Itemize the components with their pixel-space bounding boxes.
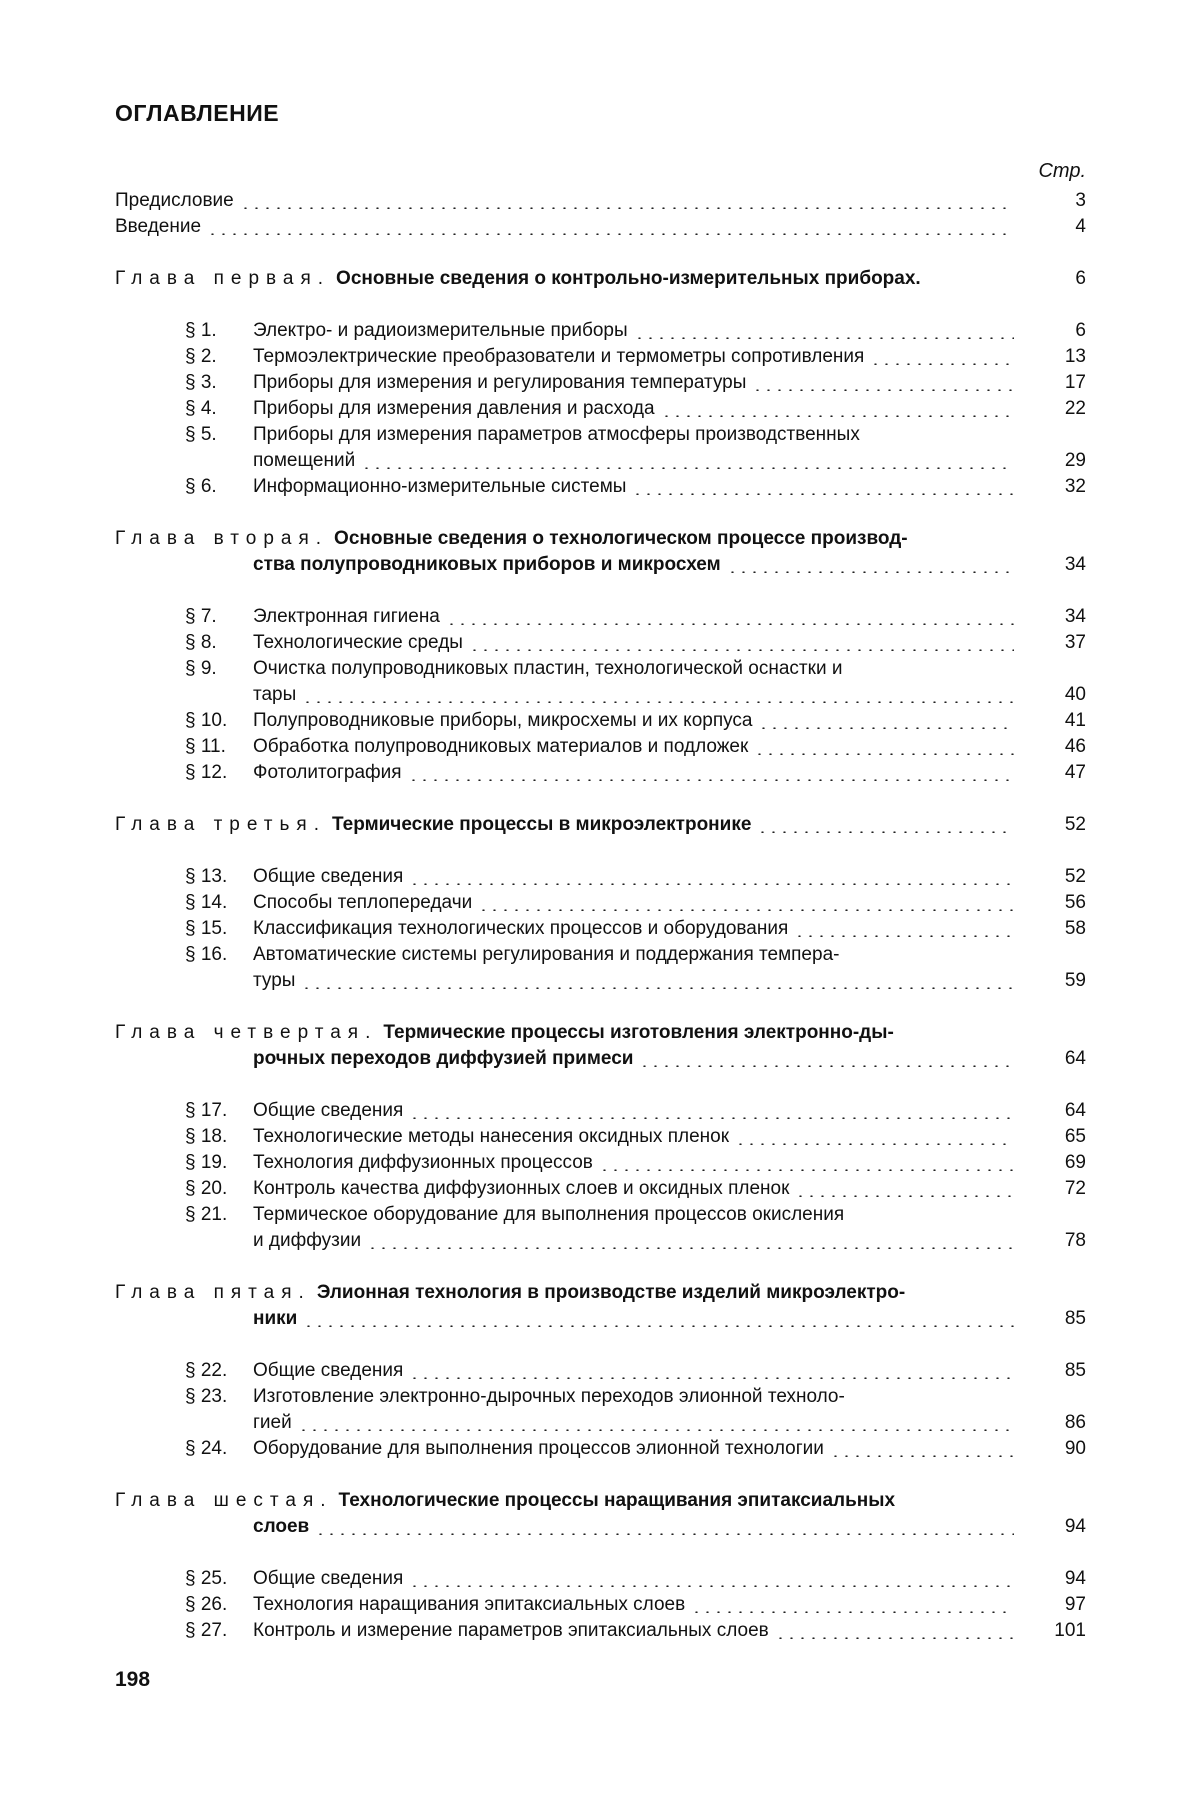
- section-number: § 2.: [185, 346, 217, 367]
- section-entry: [185, 604, 1086, 630]
- page-column-header: Стр.: [1038, 160, 1086, 182]
- chapter-heading: [253, 1046, 1086, 1072]
- chapter-heading: [115, 1488, 1086, 1514]
- section-title: Информационно-измерительные системы: [253, 476, 627, 497]
- section-title: Технология диффузионных процессов: [253, 1152, 593, 1173]
- dot-leader: [367, 1247, 1014, 1249]
- section-number: § 21.: [185, 1204, 228, 1225]
- section-number: § 22.: [185, 1360, 228, 1381]
- chapter-heading: [253, 552, 1086, 578]
- section-entry: [185, 1618, 1086, 1644]
- entry-page: 3: [1075, 190, 1086, 211]
- entry-page: 86: [1064, 1412, 1086, 1433]
- entry-page: 94: [1064, 1568, 1086, 1589]
- dot-leader: [758, 727, 1014, 729]
- chapter-title: Термические процессы изготовления электронно-ды-: [383, 1022, 894, 1043]
- section-number: § 24.: [185, 1438, 228, 1459]
- section-title: Обработка полупроводниковых материалов и подложек: [253, 736, 749, 757]
- dot-leader: [303, 1325, 1014, 1327]
- section-entry: [185, 1098, 1086, 1124]
- section-entry: [185, 916, 1086, 942]
- chapter-heading: [253, 1306, 1086, 1332]
- section-entry: [185, 422, 1086, 448]
- section-entry: [185, 760, 1086, 786]
- page-number: 198: [115, 1668, 151, 1691]
- section-number: § 25.: [185, 1568, 228, 1589]
- section-entry: [185, 734, 1086, 760]
- entry-page: 59: [1064, 970, 1086, 991]
- section-entry: [185, 1202, 1086, 1228]
- entry-page: 78: [1064, 1230, 1086, 1251]
- dot-leader: [691, 1611, 1014, 1613]
- section-entry: [185, 344, 1086, 370]
- section-title: Способы теплопередачи: [253, 892, 473, 913]
- section-number: § 8.: [185, 632, 217, 653]
- entry-page: 34: [1064, 554, 1086, 575]
- entry-page: 94: [1064, 1516, 1086, 1537]
- entry-page: 52: [1064, 866, 1086, 887]
- section-title: Полупроводниковые приборы, микросхемы и их корпуса: [253, 710, 753, 731]
- section-title: Приборы для измерения давления и расхода: [253, 398, 655, 419]
- section-entry: [185, 1384, 1086, 1410]
- section-entry: [185, 890, 1086, 916]
- section-number: § 7.: [185, 606, 217, 627]
- dot-leader: [639, 1065, 1014, 1067]
- section-number: § 27.: [185, 1620, 228, 1641]
- section-entry: [185, 370, 1086, 396]
- chapter-title: Элионная технология в производстве изделий микроэлектро-: [316, 1282, 906, 1303]
- section-title: Приборы для измерения и регулирования температуры: [253, 372, 747, 393]
- dot-leader: [735, 1143, 1014, 1145]
- dot-leader: [409, 1377, 1014, 1379]
- chapter-heading: [115, 526, 1086, 552]
- section-number: § 3.: [185, 372, 217, 393]
- chapter-label: Глава третья.: [115, 814, 326, 835]
- chapter-title: Технологические процессы наращивания эпитаксиальных: [338, 1490, 896, 1511]
- section-number: § 6.: [185, 476, 217, 497]
- entry-page: 85: [1064, 1360, 1086, 1381]
- entry-page: 4: [1075, 216, 1086, 237]
- section-entry: [185, 1358, 1086, 1384]
- entry-page: 29: [1064, 450, 1086, 471]
- chapter-heading: [115, 1280, 1086, 1306]
- section-number: § 10.: [185, 710, 228, 731]
- section-entry: [185, 942, 1086, 968]
- section-number: § 15.: [185, 918, 228, 939]
- dot-leader: [302, 701, 1014, 703]
- section-title: помещений: [253, 450, 356, 471]
- section-title: гией: [253, 1412, 292, 1433]
- chapter-heading: [115, 266, 1086, 292]
- dot-leader: [794, 935, 1014, 937]
- section-number: § 20.: [185, 1178, 228, 1199]
- toc-entry: [115, 188, 1086, 214]
- section-entry: [185, 864, 1086, 890]
- dot-leader: [408, 779, 1014, 781]
- entry-page: 37: [1064, 632, 1086, 653]
- section-number: § 11.: [185, 736, 226, 757]
- section-title: Очистка полупроводниковых пластин, технологической оснастки и: [253, 658, 843, 679]
- dot-leader: [599, 1169, 1014, 1171]
- entry-page: 64: [1064, 1048, 1086, 1069]
- section-title: Фотолитография: [253, 762, 402, 783]
- dot-leader: [775, 1637, 1014, 1639]
- section-title: Электро- и радиоизмерительные приборы: [253, 320, 628, 341]
- dot-leader: [478, 909, 1014, 911]
- dot-leader: [634, 337, 1014, 339]
- entry-page: 46: [1064, 736, 1086, 757]
- section-number: § 17.: [185, 1100, 228, 1121]
- entry-page: 32: [1064, 476, 1086, 497]
- section-entry: [185, 656, 1086, 682]
- section-title: Общие сведения: [253, 1360, 404, 1381]
- entry-page: 13: [1064, 346, 1086, 367]
- entry-page: 72: [1064, 1178, 1086, 1199]
- chapter-label: Глава пятая.: [115, 1282, 311, 1303]
- section-title: Изготовление электронно-дырочных переходов элионной техноло-: [253, 1386, 845, 1407]
- entry-page: 58: [1064, 918, 1086, 939]
- dot-leader: [409, 1585, 1014, 1587]
- section-entry: [253, 682, 1086, 708]
- section-entry: [185, 1436, 1086, 1462]
- section-title: Электронная гигиена: [253, 606, 440, 627]
- chapter-title: Термические процессы в микроэлектронике: [331, 814, 752, 835]
- section-entry: [185, 474, 1086, 500]
- section-entry: [253, 968, 1086, 994]
- section-entry: [185, 318, 1086, 344]
- dot-leader: [870, 363, 1014, 365]
- section-entry: [185, 1176, 1086, 1202]
- section-title: Автоматические системы регулирования и поддержания темпера-: [253, 944, 840, 965]
- dot-leader: [409, 1117, 1014, 1119]
- chapter-heading: [115, 1020, 1086, 1046]
- section-title: Технологические среды: [253, 632, 463, 653]
- entry-title: Введение: [115, 216, 202, 237]
- dot-leader: [727, 571, 1014, 573]
- chapter-label: Глава вторая.: [115, 528, 329, 549]
- toc-entry: [115, 214, 1086, 240]
- entry-page: 6: [1075, 268, 1086, 289]
- chapter-title: Основные сведения о контрольно-измерительных приборах.: [336, 268, 921, 289]
- entry-page: 101: [1054, 1620, 1086, 1641]
- section-title: Технология наращивания эпитаксиальных слоев: [253, 1594, 686, 1615]
- section-entry: [253, 1410, 1086, 1436]
- chapter-title: слоев: [253, 1516, 310, 1537]
- section-title: туры: [253, 970, 296, 991]
- entry-page: 47: [1064, 762, 1086, 783]
- section-title: Термическое оборудование для выполнения процессов окисления: [253, 1204, 845, 1225]
- dot-leader: [240, 207, 1014, 209]
- section-entry: [185, 1150, 1086, 1176]
- section-entry: [253, 448, 1086, 474]
- entry-page: 6: [1075, 320, 1086, 341]
- section-number: § 5.: [185, 424, 217, 445]
- chapter-title: Основные сведения о технологическом процессе производ-: [334, 528, 908, 549]
- section-title: Оборудование для выполнения процессов элионной технологии: [253, 1438, 824, 1459]
- page-title: ОГЛАВЛЕНИЕ: [115, 100, 280, 126]
- section-entry: [185, 396, 1086, 422]
- section-title: Классификация технологических процессов и оборудования: [253, 918, 789, 939]
- section-number: § 26.: [185, 1594, 228, 1615]
- section-number: § 12.: [185, 762, 228, 783]
- dot-leader: [298, 1429, 1014, 1431]
- section-entry: [185, 1592, 1086, 1618]
- chapter-label: Глава первая.: [115, 268, 331, 289]
- chapter-label: Глава четвертая.: [115, 1022, 378, 1043]
- entry-page: 97: [1064, 1594, 1086, 1615]
- entry-page: 17: [1064, 372, 1086, 393]
- entry-page: 41: [1064, 710, 1086, 731]
- dot-leader: [301, 987, 1014, 989]
- chapter-title: рочных переходов диффузией примеси: [253, 1048, 634, 1069]
- section-number: § 4.: [185, 398, 217, 419]
- section-number: § 23.: [185, 1386, 228, 1407]
- section-number: § 14.: [185, 892, 228, 913]
- section-title: Общие сведения: [253, 866, 404, 887]
- section-number: § 9.: [185, 658, 217, 679]
- entry-page: 52: [1064, 814, 1086, 835]
- section-number: § 16.: [185, 944, 228, 965]
- dot-leader: [661, 415, 1014, 417]
- section-entry: [185, 1566, 1086, 1592]
- section-number: § 13.: [185, 866, 228, 887]
- section-title: Технологические методы нанесения оксидных пленок: [253, 1126, 730, 1147]
- section-title: Термоэлектрические преобразователи и термометры сопротивления: [253, 346, 865, 367]
- section-entry: [253, 1228, 1086, 1254]
- dot-leader: [754, 753, 1014, 755]
- section-number: § 18.: [185, 1126, 228, 1147]
- section-title: Общие сведения: [253, 1100, 404, 1121]
- dot-leader: [632, 493, 1014, 495]
- dot-leader: [752, 389, 1014, 391]
- dot-leader: [361, 467, 1014, 469]
- chapter-title: ники: [253, 1308, 298, 1329]
- section-title: Контроль и измерение параметров эпитаксиальных слоев: [253, 1620, 769, 1641]
- entry-page: 85: [1064, 1308, 1086, 1329]
- chapter-heading: [115, 812, 1086, 838]
- entry-title: Предисловие: [115, 190, 234, 211]
- dot-leader: [207, 233, 1014, 235]
- dot-leader: [446, 623, 1014, 625]
- dot-leader: [830, 1455, 1014, 1457]
- dot-leader: [315, 1533, 1014, 1535]
- entry-page: 22: [1064, 398, 1086, 419]
- dot-leader: [757, 831, 1014, 833]
- entry-page: 65: [1064, 1126, 1086, 1147]
- dot-leader: [469, 649, 1014, 651]
- section-title: и диффузии: [253, 1230, 362, 1251]
- section-title: тары: [253, 684, 297, 705]
- section-number: § 19.: [185, 1152, 228, 1173]
- dot-leader: [409, 883, 1014, 885]
- chapter-title: ства полупроводниковых приборов и микросхем: [253, 554, 721, 575]
- section-title: Контроль качества диффузионных слоев и оксидных пленок: [253, 1178, 790, 1199]
- chapter-label: Глава шестая.: [115, 1490, 333, 1511]
- section-title: Приборы для измерения параметров атмосферы производственных: [253, 424, 860, 445]
- chapter-heading: [253, 1514, 1086, 1540]
- section-entry: [185, 708, 1086, 734]
- entry-page: 64: [1064, 1100, 1086, 1121]
- section-entry: [185, 1124, 1086, 1150]
- section-entry: [185, 630, 1086, 656]
- entry-page: 90: [1064, 1438, 1086, 1459]
- entry-page: 40: [1064, 684, 1086, 705]
- entry-page: 69: [1064, 1152, 1086, 1173]
- entry-page: 34: [1064, 606, 1086, 627]
- section-number: § 1.: [185, 320, 217, 341]
- dot-leader: [795, 1195, 1014, 1197]
- section-title: Общие сведения: [253, 1568, 404, 1589]
- entry-page: 56: [1064, 892, 1086, 913]
